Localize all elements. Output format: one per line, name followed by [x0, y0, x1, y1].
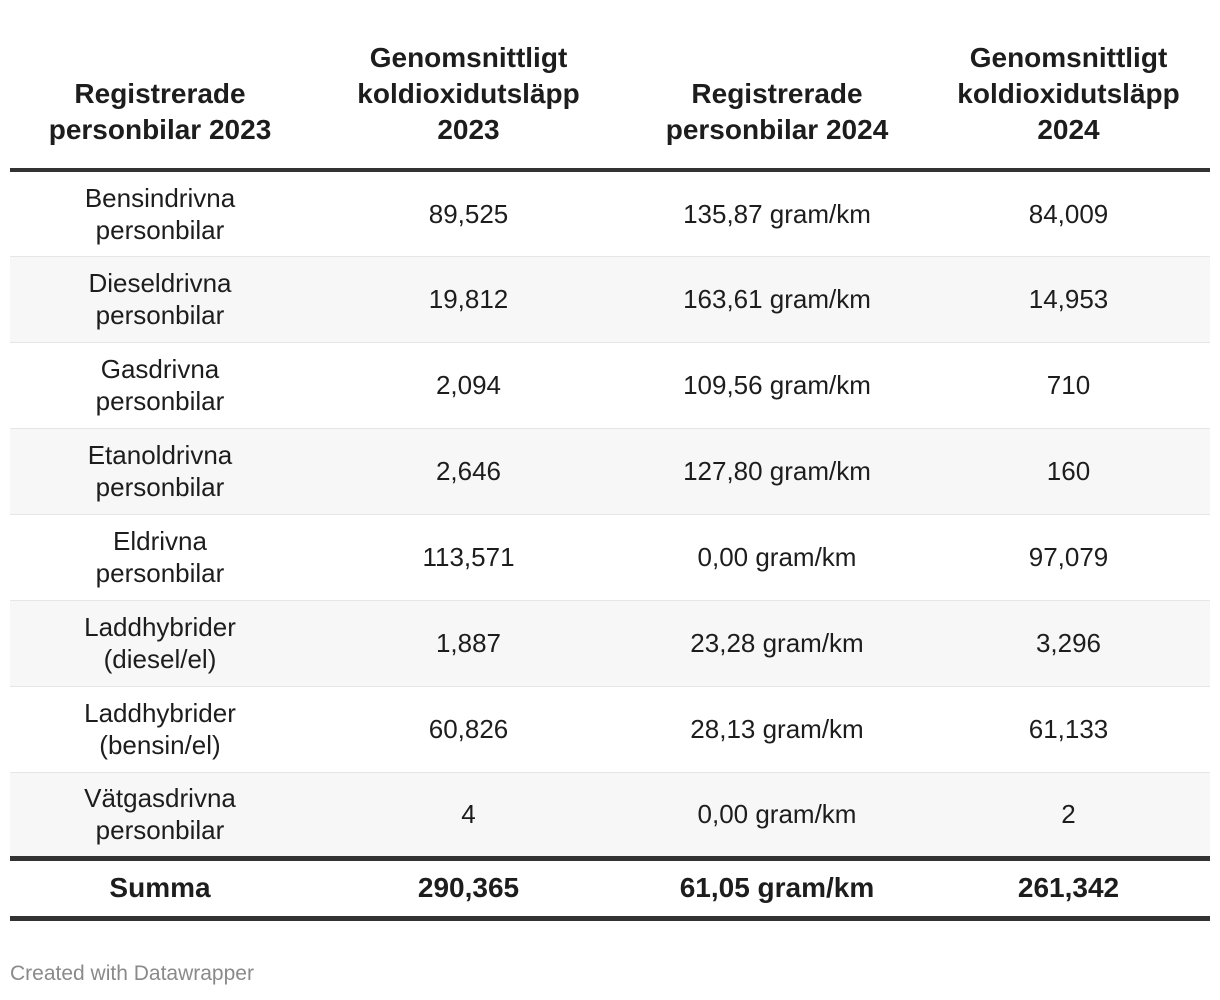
table-cell: [10, 428, 310, 514]
table-cell: 2,094: [310, 342, 627, 428]
row-label: Vätgasdrivna personbilar: [84, 783, 236, 845]
table-cell: 2: [927, 772, 1210, 858]
table-cell: 28,13 gram/km: [627, 686, 927, 772]
row-label: Laddhybrider (bensin/el): [84, 698, 236, 760]
total-row: [10, 858, 1210, 918]
table-cell: 135,87 gram/km: [627, 170, 927, 256]
table-cell: 19,812: [310, 256, 627, 342]
table-cell: 2,646: [310, 428, 627, 514]
table-row: [10, 342, 1210, 428]
row-label: Laddhybrider (diesel/el): [84, 612, 236, 674]
column-header-label: Registrerade personbilar 2024: [665, 78, 889, 145]
table-cell: [10, 514, 310, 600]
table-cell: 710: [927, 342, 1210, 428]
column-header-label: Genomsnittligt koldioxidutsläpp 2023: [357, 42, 580, 145]
total-cell: 290,365: [310, 858, 627, 918]
table-row: [10, 428, 1210, 514]
column-header[interactable]: [927, 0, 1210, 170]
table-cell: [10, 256, 310, 342]
table-header: [10, 0, 1210, 170]
table-cell: 61,133: [927, 686, 1210, 772]
table-footer: [10, 858, 1210, 918]
column-header-label: Registrerade personbilar 2023: [48, 78, 272, 145]
row-label: Eldrivna personbilar: [95, 526, 225, 588]
column-header[interactable]: [627, 0, 927, 170]
table-cell: 4: [310, 772, 627, 858]
emissions-table: [10, 0, 1210, 921]
table-cell: 113,571: [310, 514, 627, 600]
table-cell: [10, 600, 310, 686]
table-cell: 0,00 gram/km: [627, 772, 927, 858]
total-label: Summa: [10, 858, 310, 918]
table-cell: 160: [927, 428, 1210, 514]
total-cell: 61,05 gram/km: [627, 858, 927, 918]
row-label: Dieseldrivna personbilar: [88, 268, 232, 330]
table-row: [10, 256, 1210, 342]
column-header[interactable]: [310, 0, 627, 170]
table-row: [10, 170, 1210, 256]
row-label: Bensindrivna personbilar: [84, 182, 236, 245]
total-cell: 261,342: [927, 858, 1210, 918]
table-cell: 1,887: [310, 600, 627, 686]
table-cell: [10, 686, 310, 772]
table-cell: 163,61 gram/km: [627, 256, 927, 342]
table-row: [10, 686, 1210, 772]
table-cell: [10, 772, 310, 858]
table-cell: 3,296: [927, 600, 1210, 686]
table-cell: 60,826: [310, 686, 627, 772]
table-cell: 127,80 gram/km: [627, 428, 927, 514]
table-cell: 23,28 gram/km: [627, 600, 927, 686]
column-header-label: Genomsnittligt koldioxidutsläpp 2024: [957, 42, 1180, 145]
table-row: [10, 600, 1210, 686]
table-cell: 109,56 gram/km: [627, 342, 927, 428]
row-label: Etanoldrivna personbilar: [87, 440, 233, 502]
datawrapper-credit[interactable]: Created with Datawrapper: [10, 962, 254, 985]
table-cell: 84,009: [927, 170, 1210, 256]
table-cell: 0,00 gram/km: [627, 514, 927, 600]
table-cell: [10, 170, 310, 256]
column-header[interactable]: [10, 0, 310, 170]
table-cell: [10, 342, 310, 428]
table-cell: 14,953: [927, 256, 1210, 342]
table-row: [10, 514, 1210, 600]
data-table-container: [10, 0, 1210, 921]
table-cell: 89,525: [310, 170, 627, 256]
header-row: [10, 0, 1210, 170]
row-label: Gasdrivna personbilar: [95, 354, 225, 416]
table-body: [10, 170, 1210, 858]
table-row: [10, 772, 1210, 858]
table-cell: 97,079: [927, 514, 1210, 600]
